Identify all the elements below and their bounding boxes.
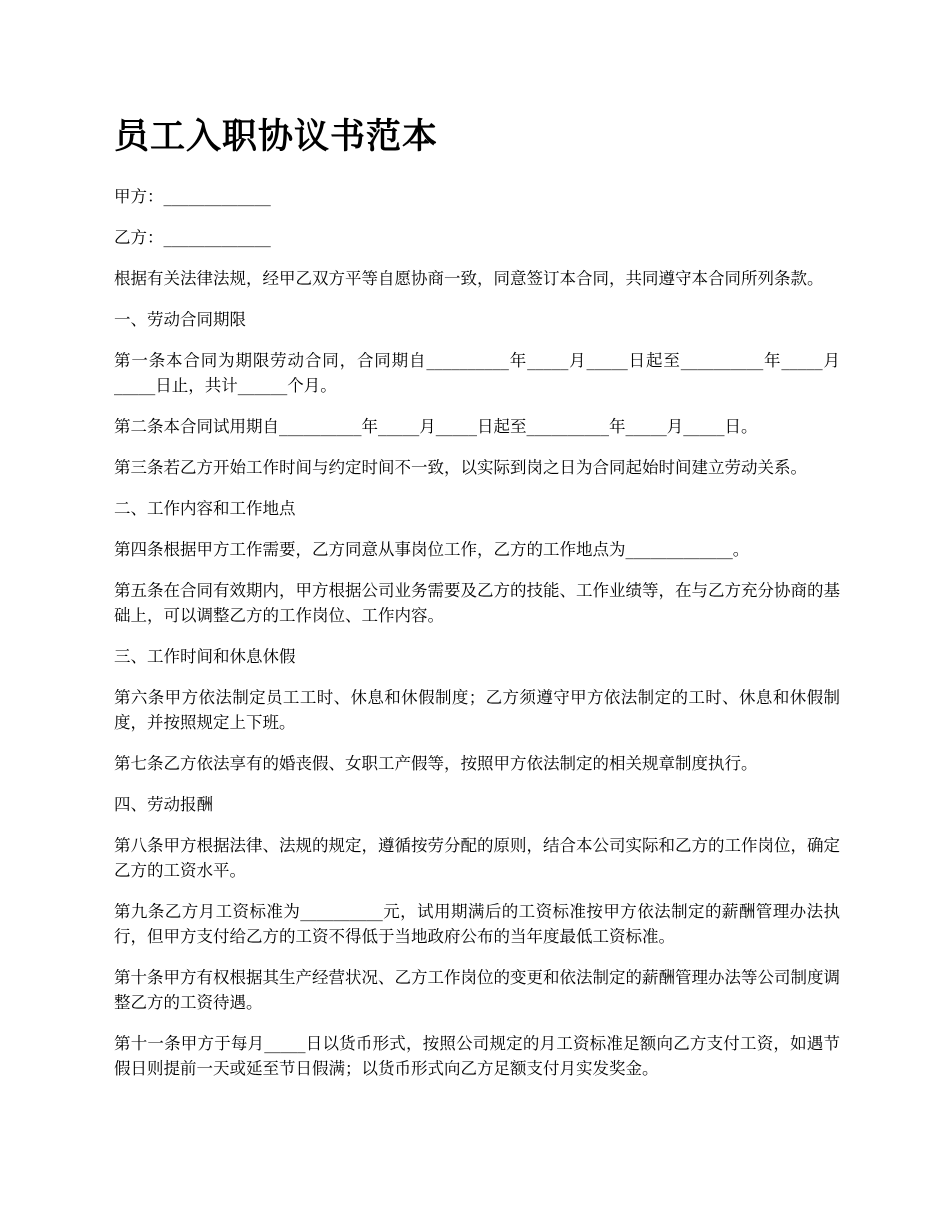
article-5: 第五条在合同有效期内，甲方根据公司业务需要及乙方的技能、工作业绩等，在与乙方充分协商的基础上，可以调整乙方的工作岗位、工作内容。 xyxy=(114,581,840,625)
preamble-paragraph: 根据有关法律法规，经甲乙双方平等自愿协商一致，同意签订本合同，共同遵守本合同所列条款。 xyxy=(114,269,824,288)
party-b-line: 乙方：_____________ xyxy=(114,228,271,247)
article-4: 第四条根据甲方工作需要，乙方同意从事岗位工作，乙方的工作地点为_____________。 xyxy=(114,540,750,559)
document-title: 员工入职协议书范本 xyxy=(114,116,439,157)
article-7: 第七条乙方依法享有的婚丧假、女职工产假等，按照甲方依法制定的相关规章制度执行。 xyxy=(114,754,758,773)
article-11: 第十一条甲方于每月_____日以货币形式，按照公司规定的月工资标准足额向乙方支付工资，如遇节假日则提前一天或延至节日假满；以货币形式向乙方足额支付月实发奖金。 xyxy=(114,1034,840,1078)
party-a-line: 甲方：_____________ xyxy=(114,187,271,206)
section-heading-work-content: 二、工作内容和工作地点 xyxy=(114,499,296,518)
section-heading-contract-term: 一、劳动合同期限 xyxy=(114,310,246,329)
document-page xyxy=(114,112,840,1097)
article-9: 第九条乙方月工资标准为__________元，试用期满后的工资标准按甲方依法制定的薪酬管理办法执行，但甲方支付给乙方的工资不得低于当地政府公布的当年度最低工资标准。 xyxy=(114,902,840,946)
article-3: 第三条若乙方开始工作时间与约定时间不一致，以实际到岗之日为合同起始时间建立劳动关系。 xyxy=(114,458,807,477)
section-heading-remuneration: 四、劳动报酬 xyxy=(114,795,213,814)
article-10: 第十条甲方有权根据其生产经营状况、乙方工作岗位的变更和依法制定的薪酬管理办法等公司制度调整乙方的工资待遇。 xyxy=(114,968,840,1012)
section-heading-work-hours: 三、工作时间和休息休假 xyxy=(114,647,296,666)
article-2: 第二条本合同试用期自__________年_____月_____日起至__________年_____月_____日。 xyxy=(114,417,758,436)
article-6: 第六条甲方依法制定员工工时、休息和休假制度；乙方须遵守甲方依法制定的工时、休息和休假制度，并按照规定上下班。 xyxy=(114,688,840,732)
article-8: 第八条甲方根据法律、法规的规定，遵循按劳分配的原则，结合本公司实际和乙方的工作岗位，确定乙方的工资水平。 xyxy=(114,836,840,880)
article-1: 第一条本合同为期限劳动合同，合同期自__________年_____月_____日起至__________年_____月_____日止，共计______个月。 xyxy=(114,351,840,395)
